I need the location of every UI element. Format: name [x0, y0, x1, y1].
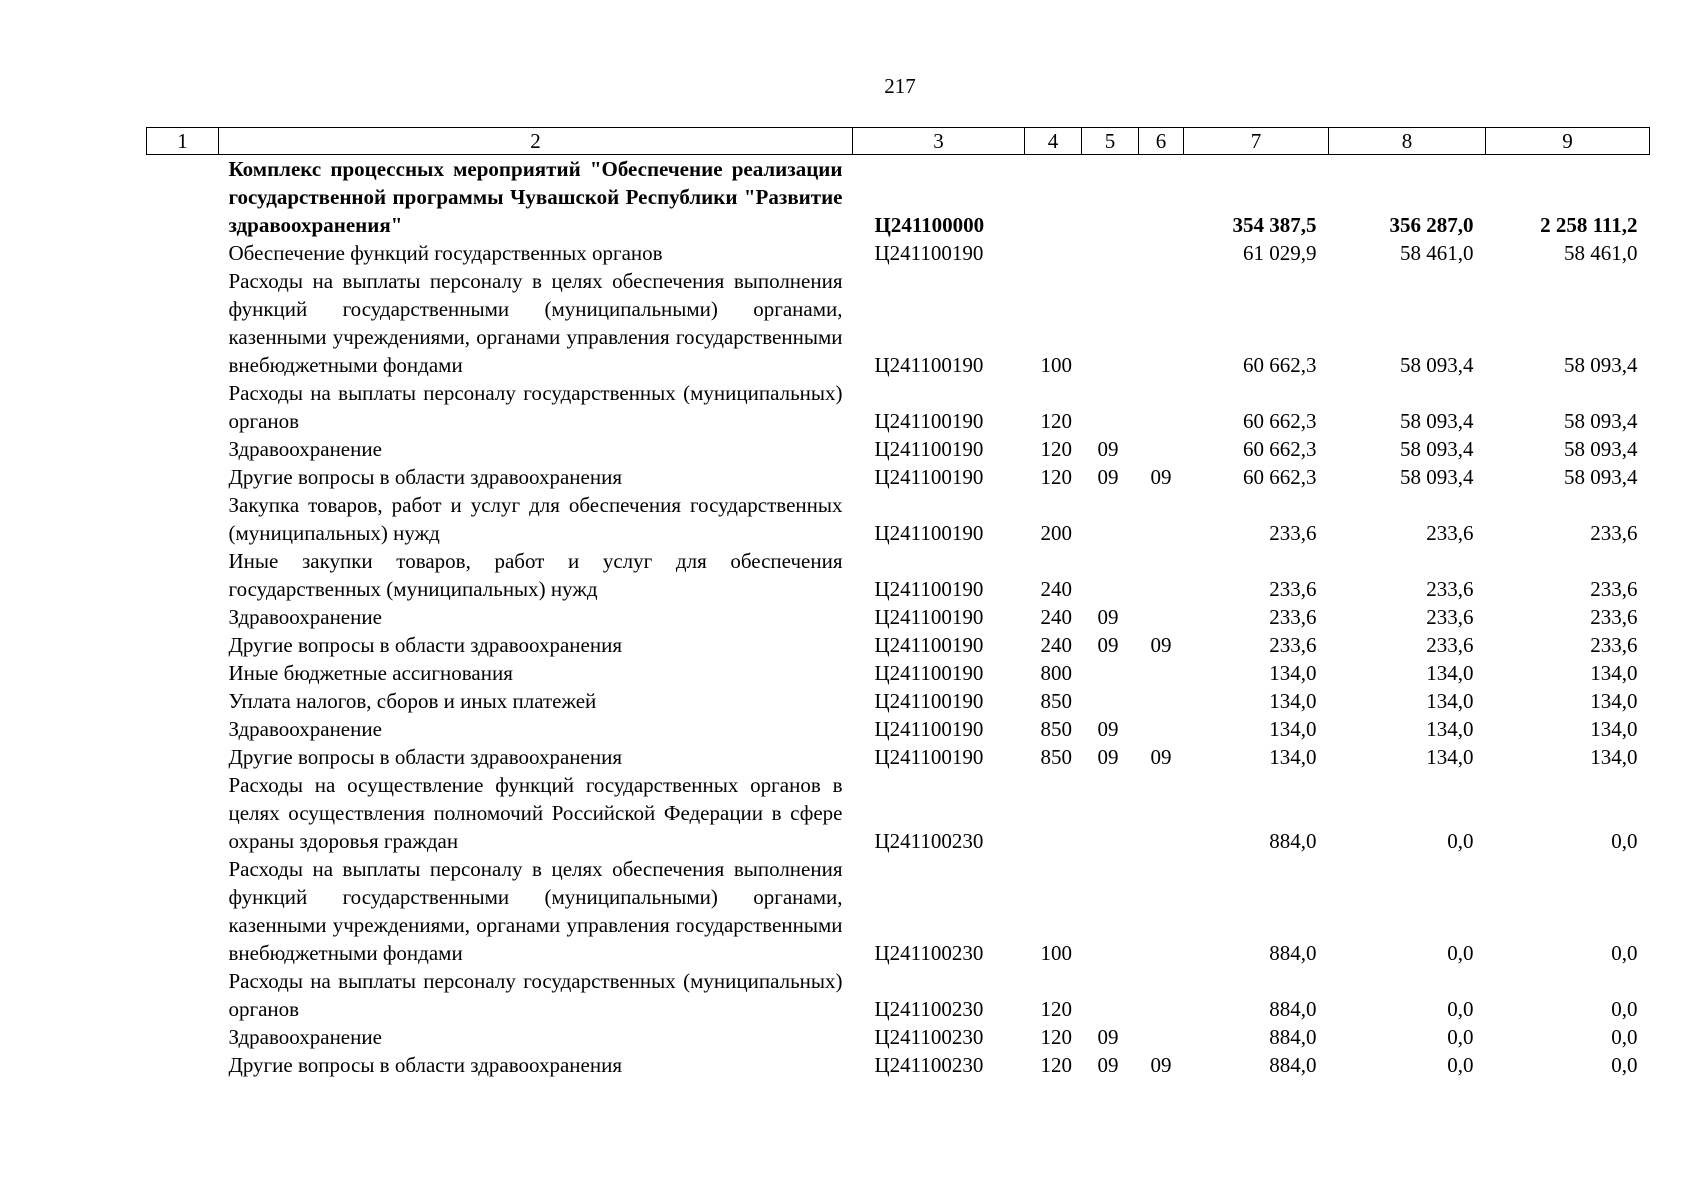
amount-col-8: 58 093,4: [1400, 353, 1474, 377]
amount-col-7: 354 387,5: [1232, 213, 1317, 237]
target-code: Ц241100230: [874, 1053, 984, 1077]
subsection-code: [1139, 435, 1184, 463]
section-code: 09: [1097, 1053, 1119, 1077]
target-code: Ц241100190: [874, 437, 984, 461]
amount-col-7: 884,0: [1269, 1025, 1317, 1049]
amount-col-9: 58 093,4: [1564, 437, 1638, 461]
expense-type-code: 800: [1040, 661, 1072, 685]
empty-cell: [147, 463, 219, 491]
section-code: [1082, 379, 1139, 435]
table-body: [147, 155, 1650, 1080]
amount-col-9: 0,0: [1611, 997, 1638, 1021]
expense-type-code: 120: [1040, 409, 1072, 433]
subsection-code: 09: [1150, 465, 1172, 489]
amount-col-8: 58 093,4: [1400, 437, 1474, 461]
table-row: [147, 715, 1650, 743]
amount-col-8: 356 287,0: [1389, 213, 1474, 237]
amount-col-7: 884,0: [1269, 997, 1317, 1021]
section-code: [1082, 547, 1139, 603]
empty-cell: [147, 603, 219, 631]
expense-type-code: 120: [1040, 437, 1072, 461]
amount-col-9: 233,6: [1590, 633, 1638, 657]
amount-col-7: 60 662,3: [1243, 465, 1317, 489]
amount-col-8: 233,6: [1426, 633, 1474, 657]
subsection-code: [1139, 547, 1184, 603]
row-name: Другие вопросы в области здравоохранения: [228, 745, 622, 769]
section-code: [1082, 155, 1139, 240]
target-code: Ц241100000: [874, 213, 985, 237]
amount-col-9: 134,0: [1590, 661, 1638, 685]
amount-col-7: 134,0: [1269, 689, 1317, 713]
expense-type-code: [1025, 771, 1082, 855]
target-code: Ц241100190: [874, 717, 984, 741]
section-code: 09: [1097, 437, 1119, 461]
subsection-code: [1139, 855, 1184, 967]
subsection-code: [1139, 967, 1184, 1023]
column-header-9: 9: [1486, 128, 1650, 155]
amount-col-9: 233,6: [1590, 577, 1638, 601]
row-name: Комплекс процессных мероприятий "Обеспечение реализации государственной программы Чувашской Республики "Развитие здравоохранения": [228, 157, 843, 237]
expense-type-code: [1025, 155, 1082, 240]
column-number-header-row: [147, 128, 1650, 155]
expense-type-code: 120: [1040, 1053, 1072, 1077]
target-code: Ц241100190: [874, 745, 984, 769]
table-row: [147, 463, 1650, 491]
amount-col-9: 58 093,4: [1564, 353, 1638, 377]
section-code: 09: [1097, 1025, 1119, 1049]
amount-col-8: 134,0: [1426, 717, 1474, 741]
expense-type-code: 850: [1040, 717, 1072, 741]
target-code: Ц241100190: [874, 633, 984, 657]
amount-col-9: 0,0: [1611, 1025, 1638, 1049]
table-row: [147, 379, 1650, 435]
table-row: [147, 855, 1650, 967]
table-row: [147, 435, 1650, 463]
amount-col-7: 61 029,9: [1243, 241, 1317, 265]
row-name: Здравоохранение: [228, 1025, 382, 1049]
section-code: [1082, 659, 1139, 687]
section-code: 09: [1097, 633, 1119, 657]
table-row: [147, 631, 1650, 659]
amount-col-9: 58 093,4: [1564, 465, 1638, 489]
expense-type-code: 850: [1040, 689, 1072, 713]
empty-cell: [147, 267, 219, 379]
row-name: Расходы на выплаты персоналу в целях обеспечения выполнения функций государственными (муниципальными) органами, казенными учреждениями, органами управления государственными внебюджетными фондами: [228, 269, 843, 377]
empty-cell: [147, 547, 219, 603]
amount-col-9: 134,0: [1590, 745, 1638, 769]
empty-cell: [147, 1051, 219, 1079]
target-code: Ц241100190: [874, 661, 984, 685]
empty-cell: [147, 155, 219, 240]
column-header-3: 3: [853, 128, 1025, 155]
amount-col-8: 233,6: [1426, 577, 1474, 601]
section-code: 09: [1097, 465, 1119, 489]
amount-col-8: 0,0: [1447, 997, 1474, 1021]
amount-col-8: 233,6: [1426, 605, 1474, 629]
amount-col-7: 60 662,3: [1243, 409, 1317, 433]
expense-type-code: 850: [1040, 745, 1072, 769]
amount-col-8: 134,0: [1426, 661, 1474, 685]
row-name: Иные бюджетные ассигнования: [228, 661, 513, 685]
target-code: Ц241100190: [874, 409, 984, 433]
expense-type-code: 120: [1040, 997, 1072, 1021]
row-name: Расходы на осуществление функций государственных органов в целях осуществления полномочий Российской Федерации в сфере охраны здоровья граждан: [228, 773, 843, 853]
amount-col-9: 2 258 111,2: [1540, 213, 1638, 237]
target-code: Ц241100190: [874, 577, 984, 601]
amount-col-7: 233,6: [1269, 605, 1317, 629]
amount-col-9: 233,6: [1590, 521, 1638, 545]
section-code: 09: [1097, 717, 1119, 741]
row-name: Другие вопросы в области здравоохранения: [228, 633, 622, 657]
amount-col-9: 0,0: [1611, 1053, 1638, 1077]
subsection-code: 09: [1150, 745, 1172, 769]
row-name: Расходы на выплаты персоналу в целях обеспечения выполнения функций государственными (муниципальными) органами, казенными учреждениями, органами управления государственными внебюджетными фондами: [228, 857, 843, 965]
amount-col-7: 60 662,3: [1243, 353, 1317, 377]
table-row: [147, 547, 1650, 603]
empty-cell: [147, 435, 219, 463]
section-code: 09: [1097, 745, 1119, 769]
section-code: [1082, 267, 1139, 379]
target-code: Ц241100190: [874, 241, 984, 265]
row-name: Закупка товаров, работ и услуг для обеспечения государственных (муниципальных) нужд: [228, 493, 843, 545]
table-row: [147, 771, 1650, 855]
section-code: 09: [1097, 605, 1119, 629]
expense-type-code: 120: [1040, 1025, 1072, 1049]
empty-cell: [147, 491, 219, 547]
empty-cell: [147, 379, 219, 435]
amount-col-8: 0,0: [1447, 1025, 1474, 1049]
amount-col-9: 233,6: [1590, 605, 1638, 629]
subsection-code: [1139, 267, 1184, 379]
section-code: [1082, 491, 1139, 547]
expense-type-code: 120: [1040, 465, 1072, 489]
empty-cell: [147, 239, 219, 267]
column-header-7: 7: [1184, 128, 1329, 155]
row-name: Здравоохранение: [228, 437, 382, 461]
budget-table: [146, 127, 1650, 1079]
amount-col-7: 233,6: [1269, 521, 1317, 545]
amount-col-7: 233,6: [1269, 633, 1317, 657]
subsection-code: 09: [1150, 633, 1172, 657]
empty-cell: [147, 1023, 219, 1051]
row-name: Расходы на выплаты персоналу государственных (муниципальных) органов: [228, 381, 843, 433]
amount-col-7: 884,0: [1269, 829, 1317, 853]
table-row: [147, 239, 1650, 267]
empty-cell: [147, 715, 219, 743]
table-row: [147, 491, 1650, 547]
empty-cell: [147, 687, 219, 715]
table-row: [147, 967, 1650, 1023]
row-name: Обеспечение функций государственных органов: [228, 241, 663, 265]
target-code: Ц241100190: [874, 521, 984, 545]
amount-col-9: 58 461,0: [1564, 241, 1638, 265]
amount-col-7: 134,0: [1269, 717, 1317, 741]
table-row: [147, 155, 1650, 240]
amount-col-9: 134,0: [1590, 689, 1638, 713]
amount-col-9: 0,0: [1611, 941, 1638, 965]
empty-cell: [147, 743, 219, 771]
empty-cell: [147, 659, 219, 687]
amount-col-8: 233,6: [1426, 521, 1474, 545]
table-row: [147, 1023, 1650, 1051]
amount-col-8: 0,0: [1447, 1053, 1474, 1077]
table-row: [147, 687, 1650, 715]
expense-type-code: 100: [1040, 941, 1072, 965]
amount-col-8: 134,0: [1426, 689, 1474, 713]
amount-col-8: 0,0: [1447, 829, 1474, 853]
subsection-code: [1139, 155, 1184, 240]
subsection-code: [1139, 1023, 1184, 1051]
subsection-code: [1139, 379, 1184, 435]
expense-type-code: 100: [1040, 353, 1072, 377]
expense-type-code: 240: [1040, 605, 1072, 629]
empty-cell: [147, 967, 219, 1023]
row-name: Здравоохранение: [228, 605, 382, 629]
subsection-code: [1139, 687, 1184, 715]
column-header-6: 6: [1139, 128, 1184, 155]
amount-col-7: 884,0: [1269, 941, 1317, 965]
empty-cell: [147, 855, 219, 967]
amount-col-7: 134,0: [1269, 745, 1317, 769]
table-row: [147, 603, 1650, 631]
table-row: [147, 743, 1650, 771]
table-row: [147, 1051, 1650, 1079]
target-code: Ц241100190: [874, 465, 984, 489]
amount-col-9: 134,0: [1590, 717, 1638, 741]
target-code: Ц241100230: [874, 829, 984, 853]
target-code: Ц241100230: [874, 941, 984, 965]
row-name: Здравоохранение: [228, 717, 382, 741]
column-header-5: 5: [1082, 128, 1139, 155]
empty-cell: [147, 631, 219, 659]
page-number: 217: [884, 74, 916, 98]
subsection-code: [1139, 771, 1184, 855]
expense-type-code: [1025, 239, 1082, 267]
target-code: Ц241100230: [874, 1025, 984, 1049]
table-row: [147, 659, 1650, 687]
row-name: Другие вопросы в области здравоохранения: [228, 465, 622, 489]
subsection-code: [1139, 239, 1184, 267]
amount-col-8: 58 093,4: [1400, 465, 1474, 489]
expense-type-code: 200: [1040, 521, 1072, 545]
subsection-code: 09: [1150, 1053, 1172, 1077]
amount-col-7: 60 662,3: [1243, 437, 1317, 461]
target-code: Ц241100190: [874, 353, 984, 377]
expense-type-code: 240: [1040, 633, 1072, 657]
section-code: [1082, 855, 1139, 967]
column-header-8: 8: [1329, 128, 1486, 155]
expense-type-code: 240: [1040, 577, 1072, 601]
row-name: Иные закупки товаров, работ и услуг для обеспечения государственных (муниципальных) нужд: [228, 549, 843, 601]
amount-col-9: 0,0: [1611, 829, 1638, 853]
amount-col-7: 134,0: [1269, 661, 1317, 685]
amount-col-7: 884,0: [1269, 1053, 1317, 1077]
row-name: Уплата налогов, сборов и иных платежей: [228, 689, 597, 713]
table-row: [147, 267, 1650, 379]
amount-col-8: 58 461,0: [1400, 241, 1474, 265]
subsection-code: [1139, 659, 1184, 687]
target-code: Ц241100230: [874, 997, 984, 1021]
empty-cell: [147, 771, 219, 855]
section-code: [1082, 771, 1139, 855]
section-code: [1082, 967, 1139, 1023]
section-code: [1082, 687, 1139, 715]
amount-col-8: 0,0: [1447, 941, 1474, 965]
section-code: [1082, 239, 1139, 267]
amount-col-8: 134,0: [1426, 745, 1474, 769]
column-header-1: 1: [147, 128, 219, 155]
column-header-4: 4: [1025, 128, 1082, 155]
subsection-code: [1139, 491, 1184, 547]
amount-col-8: 58 093,4: [1400, 409, 1474, 433]
amount-col-9: 58 093,4: [1564, 409, 1638, 433]
row-name: Расходы на выплаты персоналу государственных (муниципальных) органов: [228, 969, 843, 1021]
amount-col-7: 233,6: [1269, 577, 1317, 601]
subsection-code: [1139, 603, 1184, 631]
target-code: Ц241100190: [874, 605, 984, 629]
target-code: Ц241100190: [874, 689, 984, 713]
subsection-code: [1139, 715, 1184, 743]
column-header-2: 2: [219, 128, 853, 155]
row-name: Другие вопросы в области здравоохранения: [228, 1053, 622, 1077]
